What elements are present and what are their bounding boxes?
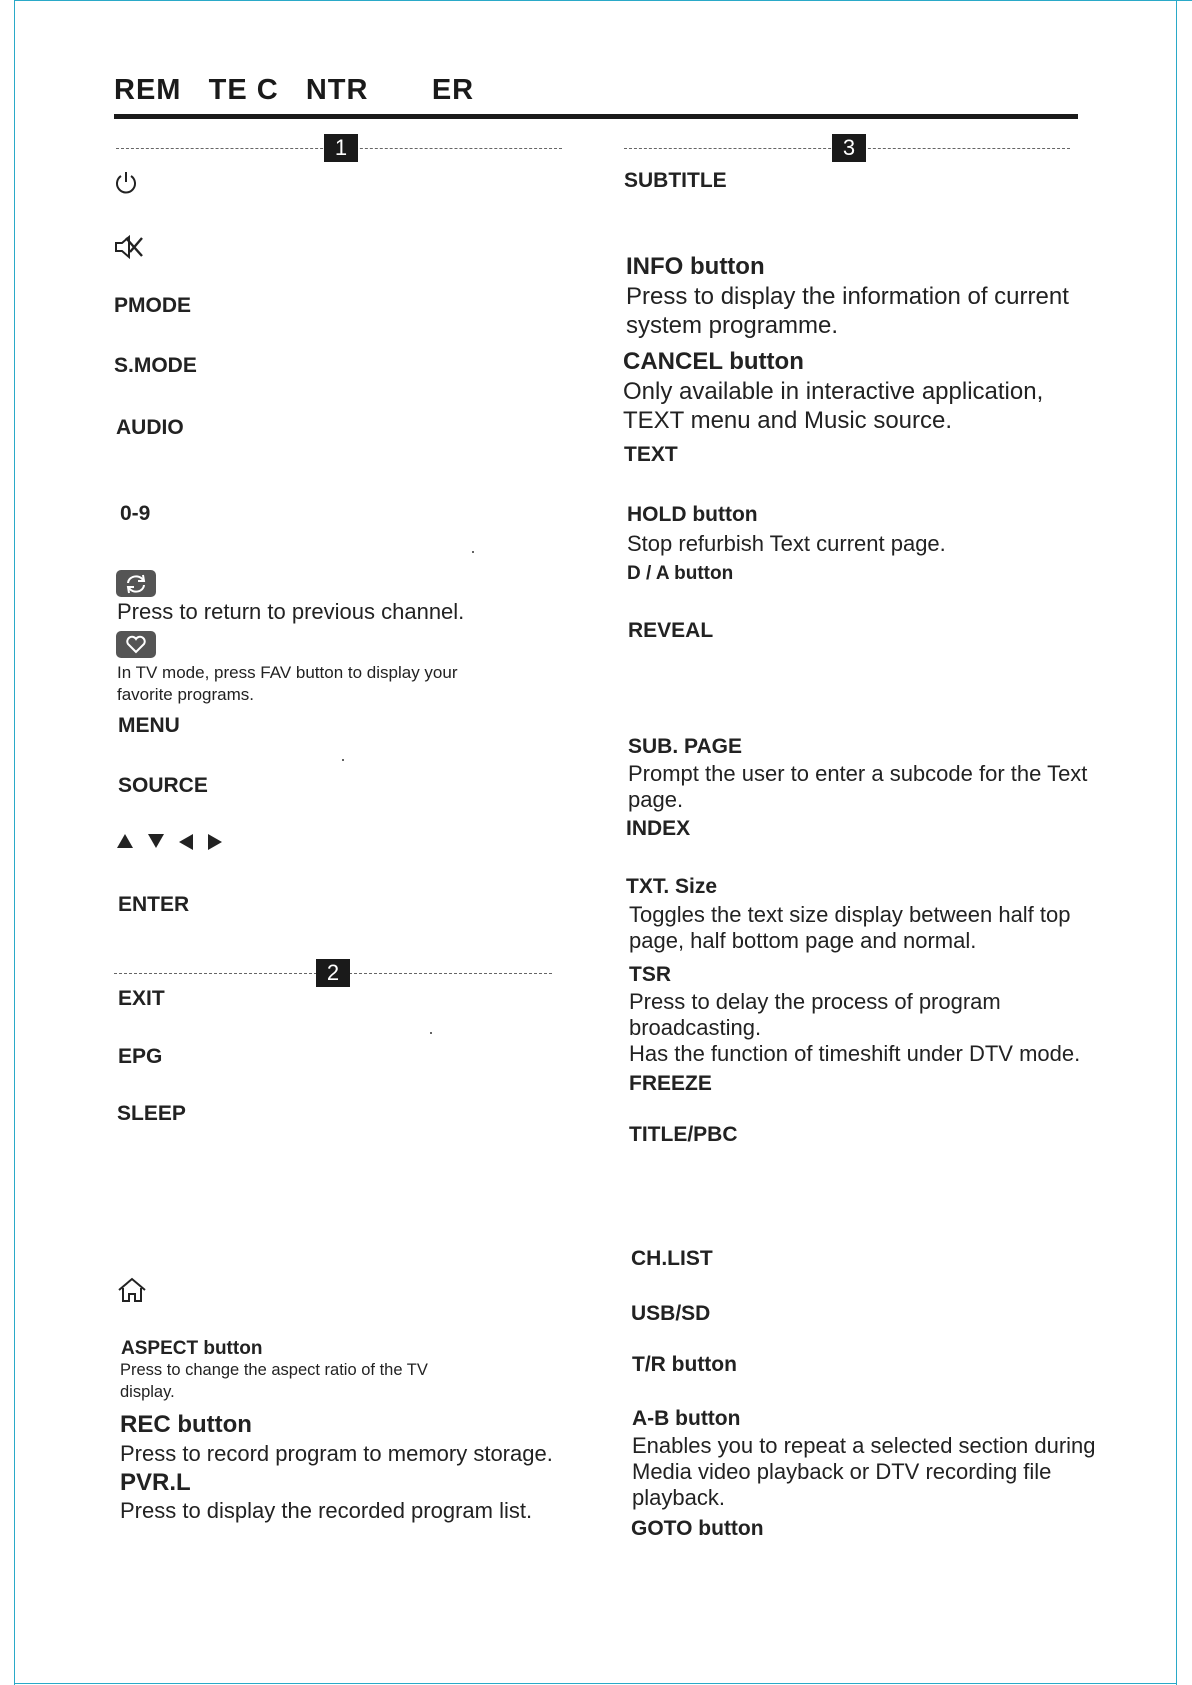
aspect-description-2: display. [120, 1383, 175, 1401]
favorite-icon [116, 631, 156, 658]
pvr-label: PVR.L [120, 1469, 191, 1496]
subtitle-label: SUBTITLE [624, 169, 727, 192]
pvr-description: Press to display the recorded program list. [120, 1498, 533, 1523]
da-label: D / A button [627, 563, 734, 584]
source-label: SOURCE [118, 774, 208, 797]
audio-label: AUDIO [116, 416, 184, 439]
subpage-description-2: page. [628, 787, 684, 812]
ab-label: A-B button [632, 1407, 741, 1430]
hold-description: Stop refurbish Text current page. [627, 531, 946, 556]
home-icon [117, 1277, 147, 1308]
mute-icon [114, 234, 146, 265]
arrow-left-icon [178, 833, 194, 851]
freeze-label: FREEZE [629, 1072, 712, 1095]
page-border-bottom [14, 1683, 1176, 1684]
fav-description-2: favorite programs. [117, 685, 254, 704]
rec-label: REC button [120, 1411, 252, 1438]
tr-label: T/R button [632, 1353, 737, 1376]
exit-label: EXIT [118, 987, 165, 1010]
goto-label: GOTO button [631, 1517, 764, 1540]
txt-size-description-1: Toggles the text size display between half top [629, 902, 1071, 927]
text-label: TEXT [624, 443, 678, 466]
rec-description: Press to record program to memory storage. [120, 1441, 553, 1466]
speck [472, 551, 474, 553]
subpage-description-1: Prompt the user to enter a subcode for the Text [628, 761, 1088, 786]
page-border-left [14, 0, 15, 1685]
enter-label: ENTER [118, 893, 190, 916]
arrow-right-icon [207, 833, 223, 851]
sleep-label: SLEEP [117, 1102, 186, 1125]
cancel-description-1: Only available in interactive application, [623, 378, 1044, 405]
power-icon [114, 170, 138, 201]
arrow-up-icon [116, 833, 134, 849]
ab-description-2: Media video playback or DTV recording file [632, 1459, 1052, 1484]
page-border-top [14, 0, 1192, 1]
aspect-description-1: Press to change the aspect ratio of the TV [120, 1361, 428, 1379]
ab-description-3: playback. [632, 1485, 725, 1510]
usb-sd-label: USB/SD [631, 1302, 711, 1325]
ch-list-label: CH.LIST [631, 1247, 713, 1270]
section-3-badge: 3 [832, 134, 866, 162]
txt-size-description-2: page, half bottom page and normal. [629, 928, 977, 953]
page-border-right [1176, 0, 1177, 1685]
arrow-down-icon [147, 833, 165, 849]
return-description: Press to return to previous channel. [117, 599, 465, 624]
title-pbc-label: TITLE/PBC [629, 1123, 738, 1146]
info-description-1: Press to display the information of current [626, 283, 1069, 310]
section-1-badge: 1 [324, 134, 358, 162]
recall-icon [116, 570, 156, 597]
txt-size-label: TXT. Size [626, 875, 718, 898]
ab-description-1: Enables you to repeat a selected section during [632, 1433, 1096, 1458]
tsr-description-3: Has the function of timeshift under DTV mode. [629, 1041, 1081, 1066]
section-2-badge: 2 [316, 959, 350, 987]
arrow-keys [116, 833, 223, 851]
epg-label: EPG [118, 1045, 163, 1068]
subpage-label: SUB. PAGE [628, 735, 742, 758]
cancel-description-2: TEXT menu and Music source. [623, 407, 953, 434]
page-title: REM TE C NTR ER [114, 74, 475, 106]
tsr-description-2: broadcasting. [629, 1015, 762, 1040]
digits-label: 0-9 [120, 502, 151, 525]
info-description-2: system programme. [626, 312, 839, 339]
smode-label: S.MODE [114, 354, 197, 377]
title-rule [114, 114, 1078, 119]
fav-description-1: In TV mode, press FAV button to display your [117, 663, 458, 682]
info-label: INFO button [626, 253, 765, 280]
aspect-label: ASPECT button [121, 1338, 263, 1359]
tsr-label: TSR [629, 963, 671, 986]
menu-label: MENU [118, 714, 180, 737]
cancel-label: CANCEL button [623, 348, 804, 375]
pmode-label: PMODE [114, 294, 192, 317]
speck [342, 759, 344, 761]
speck [430, 1032, 432, 1034]
reveal-label: REVEAL [628, 619, 714, 642]
hold-label: HOLD button [627, 503, 758, 526]
index-label: INDEX [626, 817, 691, 840]
tsr-description-1: Press to delay the process of program [629, 989, 1001, 1014]
